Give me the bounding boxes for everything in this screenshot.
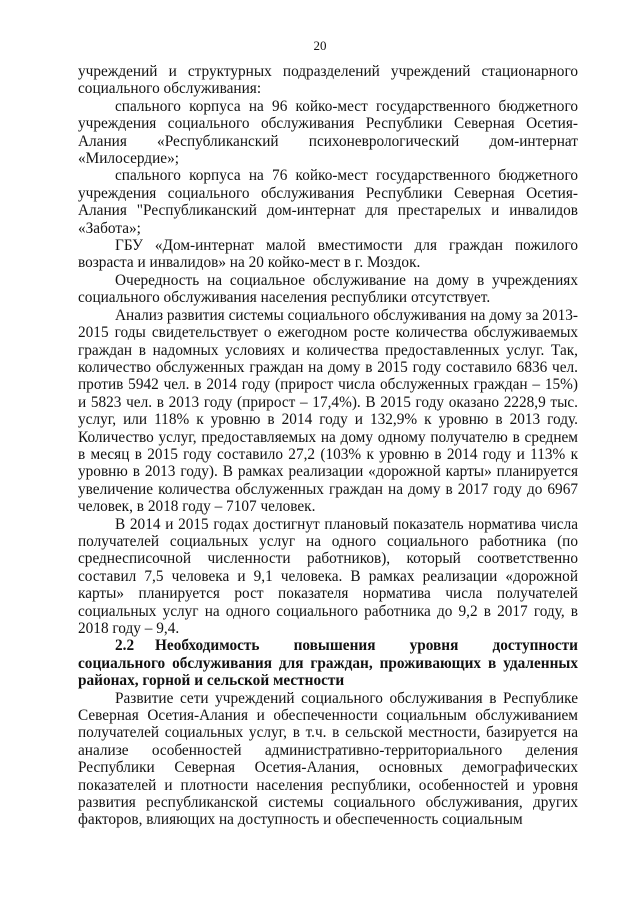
paragraph: ГБУ «Дом-интернат малой вместимости для граждан пожилого возраста и инвалидов» на 20 койко-мест в г. Моздок. <box>78 237 578 272</box>
paragraph: Развитие сети учреждений социального обслуживания в Республике Северная Осетия-Алания и обеспеченности социальным обслуживанием получателей социальных услуг, в т.ч. в сельской местности, базируется на анализе особенностей административно-территориального деления Республики Северная Осетия-Алания, основных демографических показателей и плотности населения республики, особенностей и уровня развития республиканской системы социального обслуживания, других факторов, влияющих на доступность и обеспеченность социальным <box>78 689 578 829</box>
section-title: Необходимость повышения уровня доступности социального обслуживания для граждан, проживающих в удаленных районах, горной и сельской местности <box>78 637 578 690</box>
page-number: 20 <box>313 38 327 53</box>
paragraph: Очередность на социальное обслуживание на дому в учреждениях социального обслуживания населения республики отсутствует. <box>78 271 578 307</box>
section-heading <box>78 637 578 689</box>
document-body <box>78 63 578 829</box>
paragraph: спального корпуса на 76 койко-мест государственного бюджетного учреждения социального обслуживания Республики Северная Осетия-Алания "Республиканский дом-интернат для престарелых и инвалидов «Забота»; <box>78 167 578 237</box>
paragraph: В 2014 и 2015 годах достигнут плановый показатель норматива числа получателей социальных услуг на одного социального работника (по среднесписочной численности работников), который соответственно составил 7,5 человека и 9,1 человека. В рамках реализации «дорожной карты» планируется рост показателя норматива числа получателей социальных услуг на одного социального работника до 9,2 в 2017 году, в 2018 году – 9,4. <box>78 515 578 637</box>
section-number: 2.2 <box>115 637 135 655</box>
paragraph: Анализ развития системы социального обслуживания на дому за 2013-2015 годы свидетельствует о ежегодном росте количества обслуживаемых граждан в надомных условиях и количества предоставленных услуг. Так, количество обслуженных граждан на дому в 2015 году составило 6836 чел. против 5942 чел. в 2014 году (прирост числа обслуженных граждан – 15%) и 5823 чел. в 2013 году (прирост – 17,4%). В 2015 году оказано 2228,9 тыс. услуг, или 118% к уровню в 2014 году и 132,9% к уровню в 2013 году. Количество услуг, предоставляемых на дому одному получателю в среднем в месяц в 2015 году составило 27,2 (103% к уровню в 2014 году и 113% к уровню в 2013 году). В рамках реализации «дорожной карты» планируется увеличение количества обслуженных граждан на дому в 2017 году до 6967 человек, в 2018 году – 7107 человек. <box>78 306 578 516</box>
paragraph: учреждений и структурных подразделений учреждений стационарного социального обслуживания: <box>78 63 578 98</box>
paragraph: спального корпуса на 96 койко-мест государственного бюджетного учреждения социального обслуживания Республики Северная Осетия-Алания «Республиканский психоневрологический дом-интернат «Милосердие»; <box>78 97 578 168</box>
